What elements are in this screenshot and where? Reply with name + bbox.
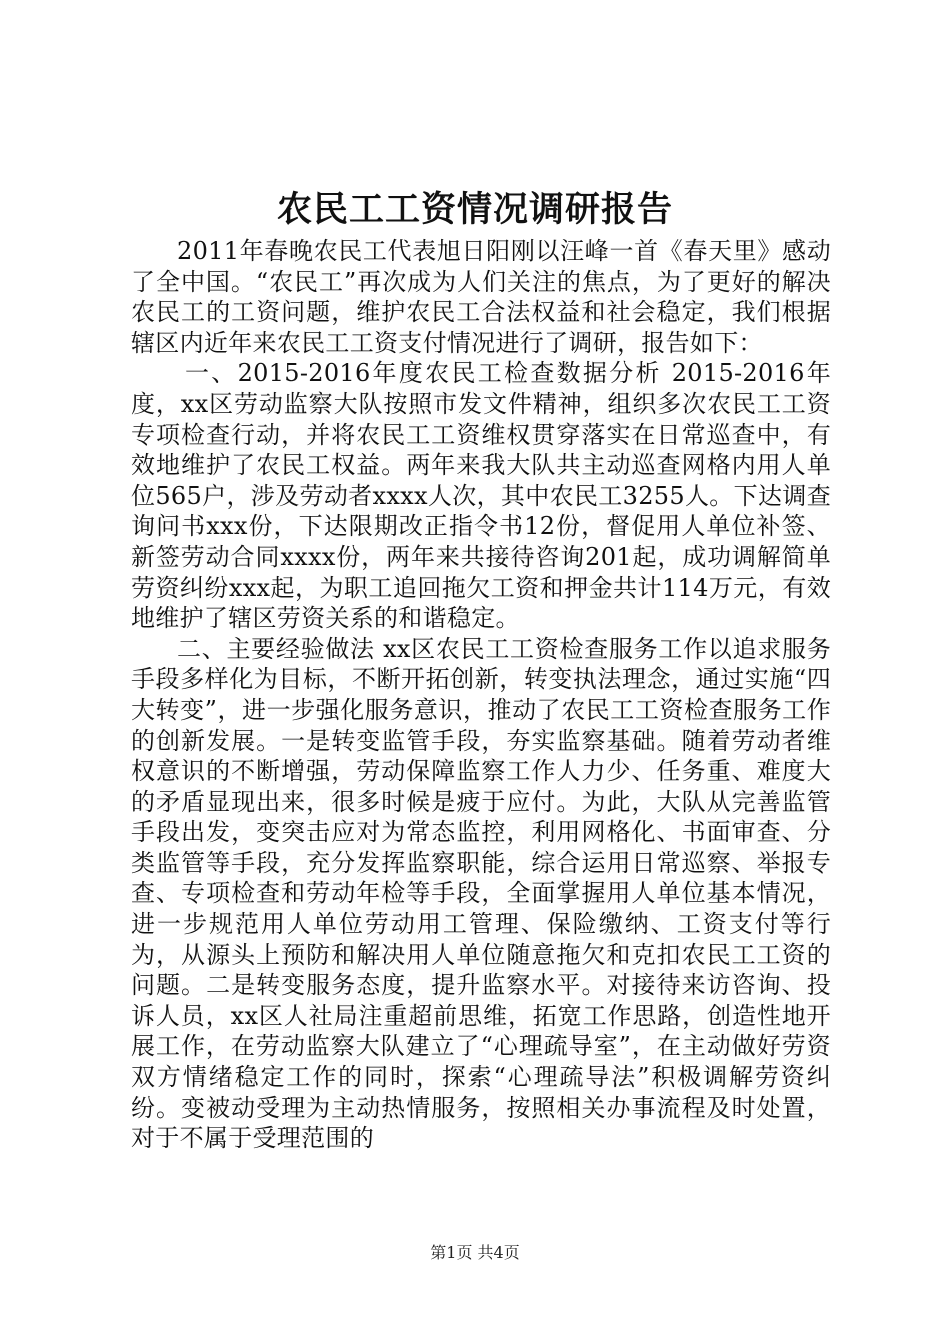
paragraph-section-one: 一、2015-2016年度农民工检查数据分析 2015-2016年度，xx区劳动监察大队按照市发文件精神，组织多次农民工工资专项检查行动，并将农民工工资维权贯穿落实在日常巡查中，有效地维护了农民工权益。两年来我大队共主动巡查网格内用人单位565户，涉及劳动者xxxx人次，其中农民工3255人。下达调查询问书xxx份，下达限期改正指令书12份，督促用人单位补签、新签劳动合同xxxx份，两年来共接待咨询201起，成功调解简单劳资纠纷xxx起，为职工追回拖欠工资和押金共计114万元，有效地维护了辖区劳资关系的和谐稳定。 [131, 359, 831, 633]
page-number-footer: 第1页 共4页 [430, 1243, 520, 1262]
paragraph-section-two: 二、主要经验做法 xx区农民工工资检查服务工作以追求服务手段多样化为目标，不断开拓创新，转变执法理念，通过实施“四大转变”，进一步强化服务意识，推动了农民工工资检查服务工作的创新发展。一是转变监管手段，夯实监察基础。随着劳动者维权意识的不断增强，劳动保障监察工作人力少、任务重、难度大的矛盾显现出来，很多时候是疲于应付。为此，大队从完善监管手段出发，变突击应对为常态监控，利用网格化、书面审查、分类监管等手段，充分发挥监察职能，综合运用日常巡察、举报专查、专项检查和劳动年检等手段，全面掌握用人单位基本情况，进一步规范用人单位劳动用工管理、保险缴纳、工资支付等行为，从源头上预防和解决用人单位随意拖欠和克扣农民工工资的问题。二是转变服务态度，提升监察水平。对接待来访咨询、投诉人员，xx区人社局注重超前思维，拓宽工作思路，创造性地开展工作，在劳动监察大队建立了“心理疏导室”，在主动做好劳资双方情绪稳定工作的同时，探索“心理疏导法”积极调解劳资纠纷。变被动受理为主动热情服务，按照相关办事流程及时处置，对于不属于受理范围的 [131, 634, 831, 1153]
document-title: 农民工工资情况调研报告 [276, 189, 673, 230]
document-body [131, 236, 831, 1154]
paragraph-intro: 2011年春晚农民工代表旭日阳刚以汪峰一首《春天里》感动了全中国。“农民工”再次成为人们关注的焦点，为了更好的解决农民工的工资问题，维护农民工合法权益和社会稳定，我们根据辖区内近年来农民工工资支付情况进行了调研，报告如下： [131, 237, 831, 357]
